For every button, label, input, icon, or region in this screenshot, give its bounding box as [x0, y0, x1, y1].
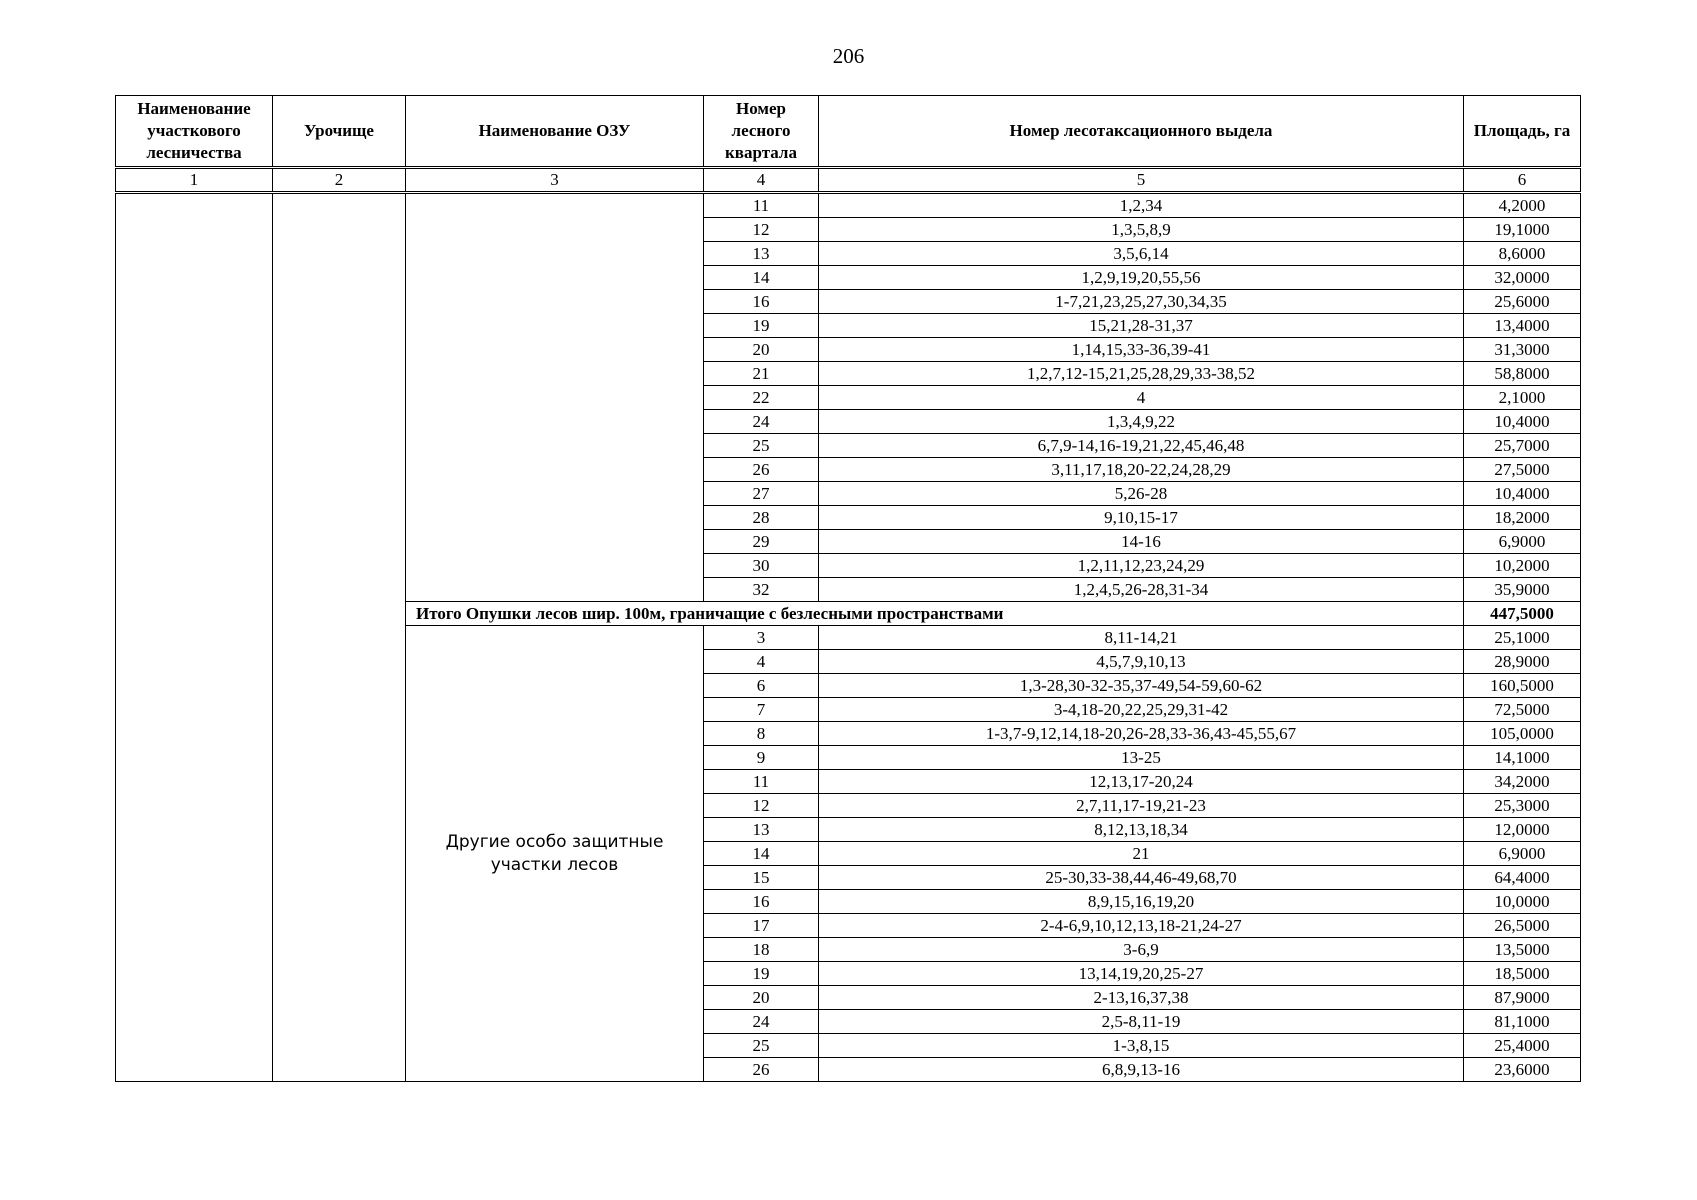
quarter-cell: 30 [704, 554, 819, 578]
column-number: 1 [116, 168, 273, 193]
quarter-cell: 29 [704, 530, 819, 554]
area-cell: 14,1000 [1464, 746, 1581, 770]
plot-cell: 1,2,34 [819, 193, 1464, 218]
area-cell: 160,5000 [1464, 674, 1581, 698]
quarter-cell: 6 [704, 674, 819, 698]
ozu-name-cell [406, 193, 704, 602]
quarter-cell: 11 [704, 770, 819, 794]
area-cell: 72,5000 [1464, 698, 1581, 722]
area-cell: 12,0000 [1464, 818, 1581, 842]
quarter-cell: 12 [704, 794, 819, 818]
table-row [116, 193, 1581, 218]
plot-cell: 25-30,33-38,44,46-49,68,70 [819, 866, 1464, 890]
plot-cell: 3,11,17,18,20-22,24,28,29 [819, 458, 1464, 482]
area-cell: 10,0000 [1464, 890, 1581, 914]
total-area: 447,5000 [1464, 602, 1581, 626]
plot-cell: 1,2,7,12-15,21,25,28,29,33-38,52 [819, 362, 1464, 386]
header-forestry-name: Наименование участкового лесничества [116, 96, 273, 168]
plot-cell: 13-25 [819, 746, 1464, 770]
area-cell: 64,4000 [1464, 866, 1581, 890]
quarter-cell: 20 [704, 986, 819, 1010]
header-ozu-name: Наименование ОЗУ [406, 96, 704, 168]
area-cell: 25,6000 [1464, 290, 1581, 314]
ozu-name-cell: Другие особо защитные участки лесов [406, 626, 704, 1082]
quarter-cell: 32 [704, 578, 819, 602]
tract-cell [273, 193, 406, 1082]
quarter-cell: 15 [704, 866, 819, 890]
area-cell: 58,8000 [1464, 362, 1581, 386]
quarter-cell: 16 [704, 290, 819, 314]
column-number: 4 [704, 168, 819, 193]
quarter-cell: 28 [704, 506, 819, 530]
quarter-cell: 8 [704, 722, 819, 746]
plot-cell: 5,26-28 [819, 482, 1464, 506]
plot-cell: 1,3,4,9,22 [819, 410, 1464, 434]
area-cell: 28,9000 [1464, 650, 1581, 674]
area-cell: 31,3000 [1464, 338, 1581, 362]
quarter-cell: 21 [704, 362, 819, 386]
plot-cell: 1-3,7-9,12,14,18-20,26-28,33-36,43-45,55,67 [819, 722, 1464, 746]
plot-cell: 6,8,9,13-16 [819, 1058, 1464, 1082]
plot-cell: 2-4-6,9,10,12,13,18-21,24-27 [819, 914, 1464, 938]
area-cell: 10,4000 [1464, 482, 1581, 506]
quarter-cell: 3 [704, 626, 819, 650]
quarter-cell: 4 [704, 650, 819, 674]
header-plot-number: Номер лесотаксационного выдела [819, 96, 1464, 168]
quarter-cell: 26 [704, 1058, 819, 1082]
quarter-cell: 25 [704, 434, 819, 458]
quarter-cell: 12 [704, 218, 819, 242]
plot-cell: 21 [819, 842, 1464, 866]
quarter-cell: 25 [704, 1034, 819, 1058]
ozu-table [115, 95, 1581, 1082]
quarter-cell: 9 [704, 746, 819, 770]
quarter-cell: 20 [704, 338, 819, 362]
area-cell: 25,4000 [1464, 1034, 1581, 1058]
quarter-cell: 22 [704, 386, 819, 410]
header-area: Площадь, га [1464, 96, 1581, 168]
area-cell: 10,4000 [1464, 410, 1581, 434]
table-body [116, 168, 1581, 1082]
header-tract: Урочище [273, 96, 406, 168]
area-cell: 81,1000 [1464, 1010, 1581, 1034]
plot-cell: 1,2,9,19,20,55,56 [819, 266, 1464, 290]
quarter-cell: 19 [704, 962, 819, 986]
plot-cell: 1,3-28,30-32-35,37-49,54-59,60-62 [819, 674, 1464, 698]
area-cell: 13,5000 [1464, 938, 1581, 962]
quarter-cell: 13 [704, 818, 819, 842]
plot-cell: 1,2,11,12,23,24,29 [819, 554, 1464, 578]
area-cell: 4,2000 [1464, 193, 1581, 218]
area-cell: 25,3000 [1464, 794, 1581, 818]
plot-cell: 13,14,19,20,25-27 [819, 962, 1464, 986]
plot-cell: 3-4,18-20,22,25,29,31-42 [819, 698, 1464, 722]
plot-cell: 4,5,7,9,10,13 [819, 650, 1464, 674]
page-number: 206 [832, 44, 865, 68]
column-number-row [116, 168, 1581, 193]
quarter-cell: 16 [704, 890, 819, 914]
plot-cell: 8,12,13,18,34 [819, 818, 1464, 842]
quarter-cell: 27 [704, 482, 819, 506]
area-cell: 27,5000 [1464, 458, 1581, 482]
plot-cell: 8,11-14,21 [819, 626, 1464, 650]
plot-cell: 15,21,28-31,37 [819, 314, 1464, 338]
column-number: 2 [273, 168, 406, 193]
area-cell: 13,4000 [1464, 314, 1581, 338]
quarter-cell: 14 [704, 266, 819, 290]
quarter-cell: 19 [704, 314, 819, 338]
area-cell: 32,0000 [1464, 266, 1581, 290]
area-cell: 10,2000 [1464, 554, 1581, 578]
header-quarter-number: Номер лесного квартала [704, 96, 819, 168]
plot-cell: 1,2,4,5,26-28,31-34 [819, 578, 1464, 602]
area-cell: 26,5000 [1464, 914, 1581, 938]
forestry-name-cell [116, 193, 273, 1082]
column-number: 5 [819, 168, 1464, 193]
area-cell: 23,6000 [1464, 1058, 1581, 1082]
plot-cell: 1-7,21,23,25,27,30,34,35 [819, 290, 1464, 314]
plot-cell: 1,3,5,8,9 [819, 218, 1464, 242]
area-cell: 8,6000 [1464, 242, 1581, 266]
quarter-cell: 14 [704, 842, 819, 866]
plot-cell: 14-16 [819, 530, 1464, 554]
quarter-cell: 18 [704, 938, 819, 962]
area-cell: 19,1000 [1464, 218, 1581, 242]
quarter-cell: 17 [704, 914, 819, 938]
area-cell: 35,9000 [1464, 578, 1581, 602]
quarter-cell: 24 [704, 1010, 819, 1034]
quarter-cell: 26 [704, 458, 819, 482]
area-cell: 6,9000 [1464, 842, 1581, 866]
header-row [116, 96, 1581, 168]
plot-cell: 8,9,15,16,19,20 [819, 890, 1464, 914]
area-cell: 105,0000 [1464, 722, 1581, 746]
area-cell: 25,1000 [1464, 626, 1581, 650]
plot-cell: 1-3,8,15 [819, 1034, 1464, 1058]
quarter-cell: 13 [704, 242, 819, 266]
area-cell: 34,2000 [1464, 770, 1581, 794]
plot-cell: 2-13,16,37,38 [819, 986, 1464, 1010]
area-cell: 6,9000 [1464, 530, 1581, 554]
plot-cell: 9,10,15-17 [819, 506, 1464, 530]
column-number: 3 [406, 168, 704, 193]
area-cell: 18,2000 [1464, 506, 1581, 530]
area-cell: 2,1000 [1464, 386, 1581, 410]
plot-cell: 2,7,11,17-19,21-23 [819, 794, 1464, 818]
total-label: Итого Опушки лесов шир. 100м, граничащие с безлесными пространствами [406, 602, 1464, 626]
plot-cell: 3-6,9 [819, 938, 1464, 962]
plot-cell: 1,14,15,33-36,39-41 [819, 338, 1464, 362]
plot-cell: 6,7,9-14,16-19,21,22,45,46,48 [819, 434, 1464, 458]
area-cell: 25,7000 [1464, 434, 1581, 458]
plot-cell: 2,5-8,11-19 [819, 1010, 1464, 1034]
plot-cell: 3,5,6,14 [819, 242, 1464, 266]
plot-cell: 4 [819, 386, 1464, 410]
plot-cell: 12,13,17-20,24 [819, 770, 1464, 794]
quarter-cell: 7 [704, 698, 819, 722]
column-number: 6 [1464, 168, 1581, 193]
area-cell: 18,5000 [1464, 962, 1581, 986]
area-cell: 87,9000 [1464, 986, 1581, 1010]
quarter-cell: 11 [704, 193, 819, 218]
table-header [116, 96, 1581, 168]
quarter-cell: 24 [704, 410, 819, 434]
